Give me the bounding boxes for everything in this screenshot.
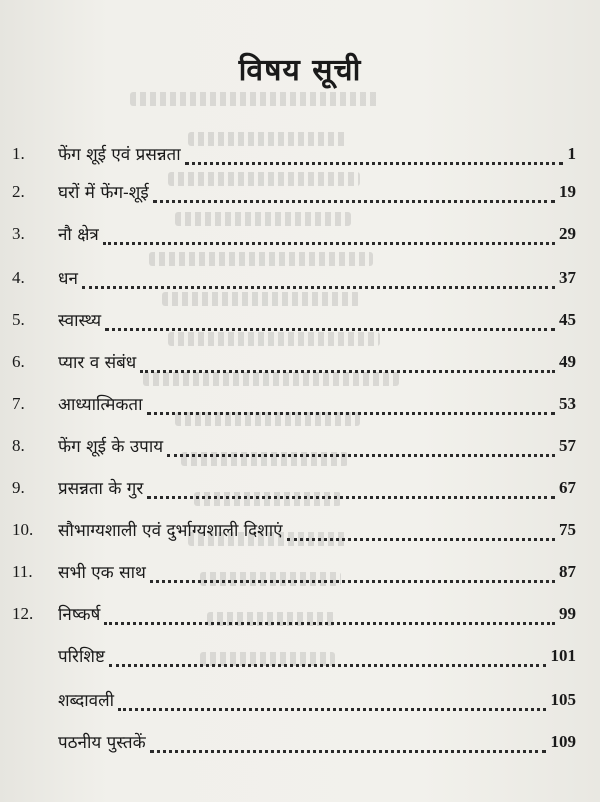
toc-entry-number: 9.: [12, 478, 25, 497]
toc-entry-number: 8.: [12, 436, 25, 455]
toc-entry-number: 4.: [12, 268, 25, 287]
page-title: विषय सूची: [238, 53, 362, 88]
toc-entry-title: प्यार व संबंध: [58, 353, 137, 373]
toc-entry-title: धन: [58, 269, 78, 289]
toc-entry-title: आध्यात्मिकता: [58, 395, 143, 415]
toc-entry: [0, 688, 600, 718]
toc-entry: [0, 392, 600, 422]
toc-entry-title: शब्दावली: [58, 691, 115, 711]
toc-entry: [0, 222, 600, 252]
dot-leader: [185, 158, 563, 165]
dot-leader: [118, 704, 546, 711]
toc-entry-title: सभी एक साथ: [58, 563, 146, 583]
dot-leader: [109, 660, 546, 667]
dot-leader: [167, 450, 555, 457]
toc-entry-page: 105: [550, 690, 576, 709]
toc-entry: [0, 518, 600, 548]
toc-entry-page: 67: [559, 478, 576, 497]
toc-entry: [0, 644, 600, 674]
toc-entry-number: 1.: [12, 144, 25, 163]
toc-entry: [0, 602, 600, 632]
toc-entry-page: 29: [559, 224, 576, 243]
dot-leader: [147, 408, 555, 415]
toc-entry: [0, 730, 600, 760]
dot-leader: [287, 534, 555, 541]
dot-leader: [104, 618, 555, 625]
toc-entry-title: पठनीय पुस्तकें: [58, 733, 146, 753]
toc-entry-number: 11.: [12, 562, 33, 581]
toc-entry-title: प्रसन्नता के गुर: [58, 479, 144, 499]
dot-leader: [103, 238, 555, 245]
toc-entry-title: फेंग शूई एवं प्रसन्नता: [58, 145, 181, 165]
dot-leader: [105, 324, 555, 331]
toc-entry-number: 6.: [12, 352, 25, 371]
toc-entry-title: स्वास्थ्य: [58, 311, 102, 331]
toc-entry: [0, 560, 600, 590]
toc-entry: [0, 476, 600, 506]
toc-entry-page: 101: [550, 646, 576, 665]
toc-entry: [0, 350, 600, 380]
toc-entry-number: 12.: [12, 604, 34, 623]
toc-entry-page: 99: [559, 604, 576, 623]
dot-leader: [140, 366, 555, 373]
toc-entry-number: 7.: [12, 394, 25, 413]
toc-entry-title: घरों में फेंग-शूई: [58, 183, 149, 203]
dot-leader: [150, 746, 546, 753]
dot-leader: [147, 492, 555, 499]
toc-entry: [0, 434, 600, 464]
toc-entry-number: 10.: [12, 520, 34, 539]
toc-entry-page: 19: [559, 182, 576, 201]
toc-entry-title: सौभाग्यशाली एवं दुर्भाग्यशाली दिशाएं: [58, 521, 283, 541]
toc-entry-page: 45: [559, 310, 576, 329]
dot-leader: [150, 576, 555, 583]
toc-entry-title: निष्कर्ष: [58, 605, 101, 625]
toc-entry-page: 75: [559, 520, 576, 539]
toc-entry-number: 2.: [12, 182, 25, 201]
dot-leader: [153, 196, 555, 203]
toc-entry-page: 53: [559, 394, 576, 413]
toc-entry-page: 109: [550, 732, 576, 751]
toc-entry: [0, 308, 600, 338]
toc-entry: [0, 142, 600, 172]
toc-entry-page: 49: [559, 352, 576, 371]
toc-entry: [0, 266, 600, 296]
toc-entry-number: 5.: [12, 310, 25, 329]
toc-entry-title: फेंग शूई के उपाय: [58, 437, 164, 457]
toc-entry-page: 37: [559, 268, 576, 287]
toc-entry-title: नौ क्षेत्र: [58, 225, 99, 245]
toc-entry-page: 1: [567, 144, 576, 163]
toc-entry-page: 87: [559, 562, 576, 581]
toc-entry-title: परिशिष्ट: [58, 647, 105, 667]
toc-entry-number: 3.: [12, 224, 25, 243]
toc-entry: [0, 180, 600, 210]
dot-leader: [82, 282, 555, 289]
toc-entry-page: 57: [559, 436, 576, 455]
